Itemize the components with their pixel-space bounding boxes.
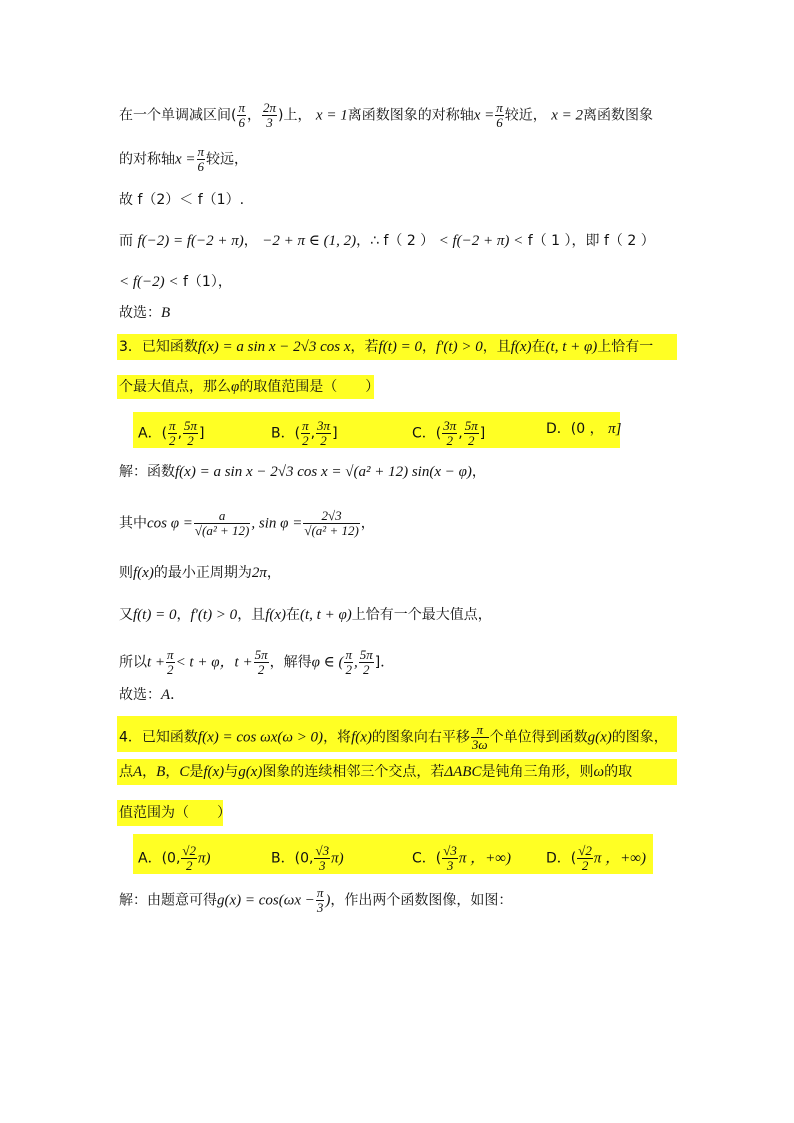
- fraction: $\frac{√3}{3}$: [443, 843, 457, 873]
- fraction: $\frac{\pi}{6}$: [197, 144, 205, 174]
- fraction: $\frac{√3}{3}$: [315, 843, 330, 873]
- q3-option-a[interactable]: A．( $\frac{\pi}{2}$ , $\frac{5\pi}{2}$ ]: [138, 418, 205, 448]
- fraction: $\frac{\pi}{2}$: [345, 647, 352, 677]
- fraction: $\frac{2\pi}{3}$: [262, 100, 276, 130]
- question-4-line1: 4．已知函数f(x) = cos ωx(ω > 0)，将f(x)的图象向右平移 $\frac{\pi}{3\omega}$ 个单位得到函数g(x)的图象，: [119, 722, 668, 752]
- question-4-line2: 点A，B，C是f(x)与g(x)图象的连续相邻三个交点，若ΔABC是钝角三角形，则ω的取: [119, 764, 633, 780]
- fraction: $\frac{5\pi}{2}$: [359, 647, 373, 677]
- q3-option-d[interactable]: D．(0 ， π]: [546, 421, 622, 437]
- solution-3-answer: 故选：A．: [119, 687, 185, 703]
- solution-3-line3: 则f(x)的最小正周期为2π，: [119, 565, 281, 581]
- solution-prev-line4: 而 f(−2) = f(−2 + π)， −2 + π ∈ (1, 2)，∴ f（ 2 ） < f(−2 + π) < f（ 1 ），即 f（ 2 ）: [119, 233, 655, 249]
- solution-prev-line2: 的对称轴x = $\frac{\pi}{6}$ 较远，: [119, 144, 249, 174]
- fraction: $\frac{√2}{2}$: [182, 843, 197, 873]
- q4-option-a[interactable]: A．(0, $\frac{√2}{2}$ π): [138, 843, 211, 873]
- q3-option-c[interactable]: C．( $\frac{3\pi}{2}$ , $\frac{5\pi}{2}$ ]: [412, 418, 486, 448]
- fraction: $\frac{3\pi}{2}$: [443, 418, 457, 448]
- solution-prev-line5: < f(−2) < f（1），: [119, 274, 232, 290]
- solution-3-line5: 所以t + $\frac{\pi}{2}$ < t + φ，t + $\frac{5\pi}{2}$ ，解得φ ∈ ( $\frac{\pi}{2}$ , $\frac{5\pi}{2}$ ]．: [119, 647, 395, 677]
- q4-option-c[interactable]: C．( $\frac{√3}{3}$ π ，+∞): [412, 843, 511, 873]
- question-4-line3: 值范围为（ ）: [119, 805, 231, 821]
- question-3-line2: 个最大值点，那么φ的取值范围是（ ）: [119, 379, 380, 395]
- fraction: $\frac{\pi}{2}$: [302, 418, 309, 448]
- fraction: $\frac{\pi}{6}$: [238, 100, 245, 130]
- solution-prev-line3: 故 f（2）＜ f（1）.: [119, 192, 245, 208]
- fraction: $\frac{\pi}{6}$: [496, 100, 503, 130]
- fraction: $\frac{\pi}{3\omega}$: [471, 722, 488, 752]
- solution-4-line1: 解：由题意可得g(x) = cos(ωx − $\frac{\pi}{3}$ )，作出两个函数图像，如图：: [119, 885, 513, 915]
- fraction: $\frac{\pi}{3}$: [316, 885, 324, 915]
- fraction: $\frac{\pi}{2}$: [169, 418, 176, 448]
- solution-prev-answer: 故选：B: [119, 305, 171, 321]
- solution-prev-line1: 在一个单调减区间( $\frac{\pi}{6}$ ， $\frac{2\pi}{3}$ )上， x = 1离函数图象的对称轴x = $\frac{\pi}{6}$ 较近， x = 2离函数图象: [119, 100, 653, 130]
- fraction: $\frac{\pi}{2}$: [167, 647, 174, 677]
- fraction: $\frac{√2}{2}$: [578, 843, 592, 873]
- fraction: $\frac{2√3}{\text{√(a² + 12)}}$: [304, 508, 359, 538]
- fraction: $\frac{5\pi}{2}$: [184, 418, 198, 448]
- solution-3-line1: 解：函数f(x) = a sin x − 2√3 cos x = √(a² + 12) sin(x − φ)，: [119, 464, 486, 480]
- q3-option-b[interactable]: B．( $\frac{\pi}{2}$ , $\frac{3\pi}{2}$ ]: [271, 418, 338, 448]
- fraction: $\frac{3\pi}{2}$: [317, 418, 331, 448]
- solution-3-line4: 又f(t) = 0，f′(t) > 0，且f(x)在(t, t + φ)上恰有一个最大值点，: [119, 607, 492, 623]
- fraction: $\frac{5\pi}{2}$: [254, 647, 268, 677]
- q4-option-b[interactable]: B．(0, $\frac{√3}{3}$ π): [271, 843, 344, 873]
- solution-3-line2: 其中cos φ = $\frac{a}{\text{√(a² + 12)}}$ , sin φ = $\frac{2√3}{\text{√(a² + 12)}}$ ，: [119, 508, 375, 538]
- q4-option-d[interactable]: D．( $\frac{√2}{2}$ π ，+∞): [546, 843, 646, 873]
- fraction: $\frac{a}{\text{√(a² + 12)}}$: [194, 508, 250, 538]
- fraction: $\frac{5\pi}{2}$: [464, 418, 478, 448]
- question-3-line1: 3．已知函数f(x) = a sin x − 2√3 cos x，若f(t) = 0，f′(t) > 0，且f(x)在(t, t + φ)上恰有一: [119, 339, 654, 355]
